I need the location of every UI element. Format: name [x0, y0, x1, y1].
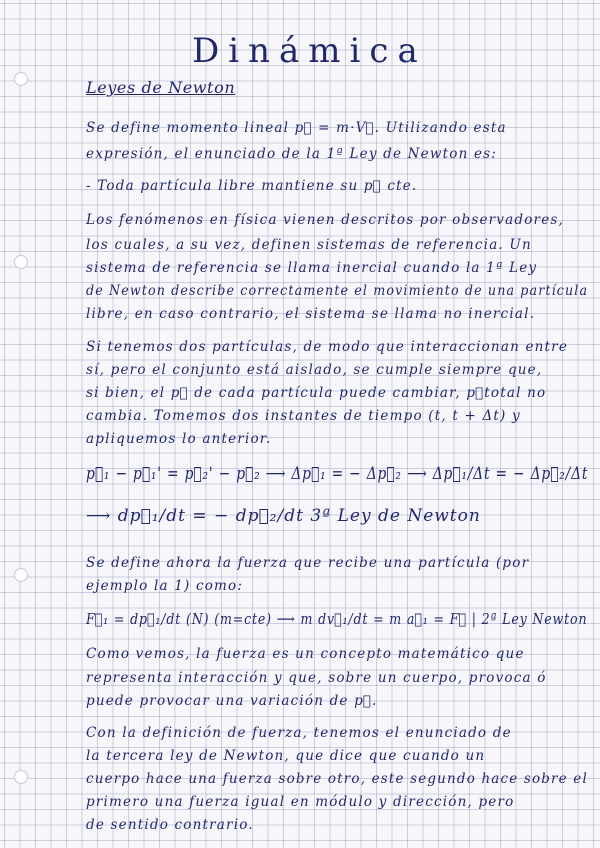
text-line: de Newton describe correctamente el movimiento de una partícula: [86, 283, 589, 299]
text-line: Se define momento lineal p⃗ = m·V⃗. Utilizando esta: [86, 120, 507, 136]
text-line: Los fenómenos en física vienen descritos por observadores,: [86, 212, 565, 228]
text-line: Se define ahora la fuerza que recibe una partícula (por: [86, 555, 530, 571]
text-line: de sentido contrario.: [86, 817, 254, 833]
text-line: primero una fuerza igual en módulo y dirección, pero: [86, 794, 515, 810]
binder-hole: [14, 770, 28, 784]
text-line: Como vemos, la fuerza es un concepto matemático que: [86, 646, 525, 662]
text-line: expresión, el enunciado de la 1ª Ley de Newton es:: [86, 146, 498, 162]
binder-hole: [14, 255, 28, 269]
text-line: la tercera ley de Newton, que dice que cuando un: [86, 748, 486, 764]
binder-hole: [14, 72, 28, 86]
page-title: Dinámica: [192, 31, 427, 71]
equation-third-law: ⟶ dp⃗₁/dt = − dp⃗₂/dt 3ª Ley de Newton: [86, 506, 481, 526]
text-line: representa interacción y que, sobre un cuerpo, provoca ó: [86, 670, 547, 686]
text-line: apliquemos lo anterior.: [86, 431, 272, 447]
text-line: libre, en caso contrario, el sistema se llama no inercial.: [86, 306, 536, 322]
binder-hole: [14, 568, 28, 582]
equation-momentum-conservation: p⃗₁ − p⃗₁' = p⃗₂' − p⃗₂ ⟶ Δp⃗₁ = − Δp⃗₂ ⟶ Δp⃗₁/Δt = − Δp⃗₂/Δt: [86, 464, 589, 484]
text-line: - Toda partícula libre mantiene su p⃗ cte.: [86, 178, 418, 194]
text-line: Con la definición de fuerza, tenemos el enunciado de: [86, 725, 512, 741]
text-line: sí, pero el conjunto está aislado, se cumple siempre que,: [86, 362, 543, 378]
text-line: sistema de referencia se llama inercial cuando la 1ª Ley: [86, 260, 538, 276]
text-line: puede provocar una variación de p⃗.: [86, 693, 378, 709]
text-line: cambia. Tomemos dos instantes de tiempo (t, t + Δt) y: [86, 408, 521, 424]
text-line: si bien, el p⃗ de cada partícula puede cambiar, p⃗total no: [86, 385, 547, 401]
section-heading: Leyes de Newton: [86, 78, 236, 97]
text-line: cuerpo hace una fuerza sobre otro, este segundo hace sobre el: [86, 771, 588, 787]
text-line: ejemplo la 1) como:: [86, 578, 244, 594]
equation-second-law: F⃗₁ = dp⃗₁/dt (N) (m=cte) ⟶ m dv⃗₁/dt = m a⃗₁ = F⃗ | 2ª Ley Newton: [86, 610, 588, 628]
text-line: Si tenemos dos partículas, de modo que interaccionan entre: [86, 339, 569, 355]
text-line: los cuales, a su vez, definen sistemas de referencia. Un: [86, 237, 532, 253]
